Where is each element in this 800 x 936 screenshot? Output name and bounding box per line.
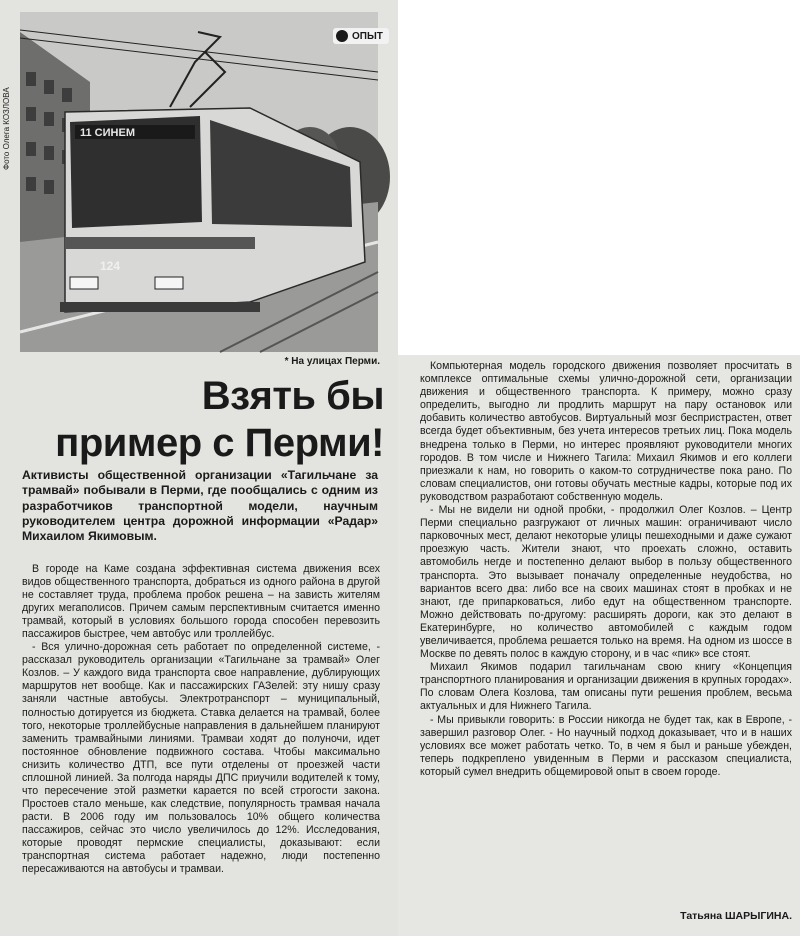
badge-label: ОПЫТ (352, 30, 383, 42)
photo-credit: Фото Олега КОЗЛОВА (2, 87, 11, 170)
tram-route-sign: 11 СИНЕМ (80, 127, 135, 139)
body-paragraph: Михаил Якимов подарил тагильчанам свою книгу «Концепция транспортного планирования и организации движения в крупных городах». По словам Олега Козлова, там описаны пути решения проблем, весьма актуальных и для Нижнего Тагила. (420, 661, 792, 713)
badge-dot-icon (336, 30, 348, 42)
left-column (0, 0, 398, 936)
tram-photo (20, 12, 383, 352)
left-body-text (22, 563, 380, 876)
section-badge (333, 28, 389, 44)
headline-line-1: Взять бы (201, 374, 384, 418)
body-paragraph: - Мы привыкли говорить: в России никогда не будет так, как в Европе, - завершил разговор Олег. - Но научный подход доказывает, что и в наших условиях все может работать четко. То, в чем я был и раньше убежден, теперь подкреплено увиденным в Перми и рассказом специалиста, который сумел внедрить общемировой опыт в своем городе. (420, 713, 792, 778)
body-paragraph: - Вся улично-дорожная сеть работает по определенной системе, - рассказал руководитель организации «Тагильчане за трамвай» Олег Козлов. – У каждого вида транспорта свое направление, дублирующих маршрутов нет вообще. Как и пассажирских ГАЗелей: эту нишу сразу заняли частные автобусы. Электротранспорт – муниципальный, полностью дотируется из бюджета. Ставка делается на трамвай, более того, некоторые троллейбусные направления в дальнейшем планируют заменить трамвайными линиями. Трамваи ходят до полуночи, идет постоянное обновление подвижного состава. Чтобы максимально снизить количество ДТП, все пути отделены от проезжей части сплошной линией. За полгода наряды ДПС приучили водителей к тому, что пересечение этой разметки карается по всей строгости закона. Простоев стало меньше, как следствие, популярность трамвая начала расти. В 2006 году им пользовалось 10% общего количества пассажиров, сейчас это число увеличилось до 12%. Исследования, которые проводят пермские специалисты, доказывают: если транспортная система работает надежно, люди постепенно пересаживаются на автобусы и трамваи. (22, 641, 380, 876)
article-headline (14, 373, 384, 467)
body-paragraph: В городе на Каме создана эффективная система движения всех видов общественного транспорта, добраться из одного района в другой не составляет труда, проблема пробок решена – на зависть жителям других мегаполисов. Причем самым перспективным считается именно трамвай, который в условиях большого города способен перевозить пассажиров быстрее, чем автобус или троллейбус. (22, 563, 380, 641)
tram-number: 124 (100, 259, 121, 273)
headline-line-2: пример с Перми! (55, 421, 384, 465)
body-paragraph: Компьютерная модель городского движения позволяет просчитать в комплексе оптимальные схемы улично-дорожной сети, организации движения и общественного транспорта. К примеру, можно сразу определить, выгодно ли продлить маршрут на пару остановок или добавить количество автобусов. Виртуальный мозг беспристрастен, ответ всегда будет объективным, без учета интересов третьих лиц. Пока модель внедрена только в Перми, но интерес проявляют руководители многих городов. В том числе и Нижнего Тагила: Михаил Якимов и его коллеги приезжали к нам, но говорить о каком-то сотрудничестве пока рано. По словам специалистов, они готовы обучать местные кадры, которые под их руководством разработают собственную модель. (420, 360, 792, 503)
article-lead: Активисты общественной организации «Тагильчане за трамвай» побывали в Перми, где пообщались с одним из разработчиков транспортной модели, научным руководителем центра дорожной информации «Радар» Михаилом Якимовым. (22, 468, 378, 544)
body-paragraph: - Мы не видели ни одной пробки, - продолжил Олег Козлов. – Центр Перми специально разгружают от личных машин: ограничивают число парковочных мест, делают некоторые улицы пешеходными и даже сужают проезжую часть. Жители знают, что проехать сложно, оставить автомобиль негде и постепенно делают выбор в пользу общественного транспорта. Это вызывает поначалу определенные неудобства, но вариантов всего два: либо все на своих машинах стоят в пробках и не знают, где припарковаться, либо едут на общественном транспорте. Можно действовать по-другому: расширять дороги, как это делают в Екатеринбурге, но количество автомобилей с каждым годом увеличивается, проблема решается только на время. На одном из шоссе в Москве по девять полос в каждую сторону, и в час «пик» все стоят. (420, 504, 792, 661)
author-signature: Татьяна ШАРЫГИНА. (680, 910, 792, 922)
photo-caption: * На улицах Перми. (284, 356, 380, 367)
right-body-text (420, 360, 792, 779)
tram-illustration (20, 12, 378, 352)
